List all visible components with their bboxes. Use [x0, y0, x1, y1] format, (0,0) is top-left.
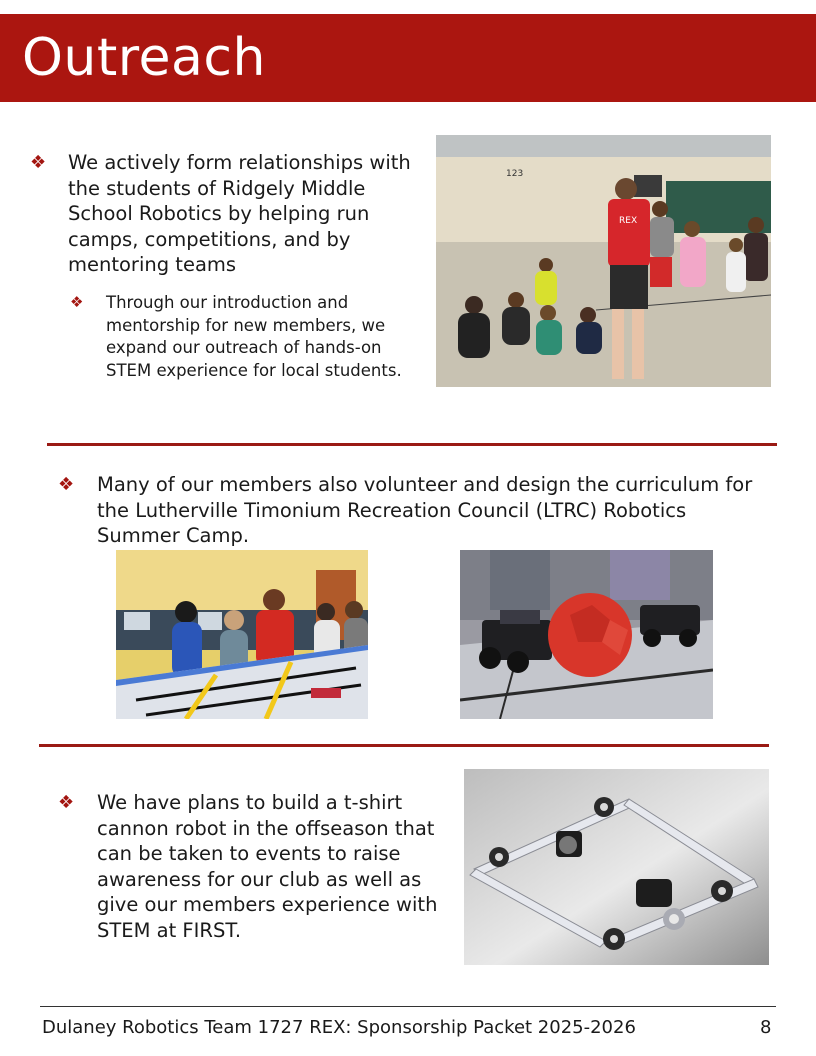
bullet-ridgely	[30, 150, 420, 278]
photo-ridgely-classroom	[436, 135, 771, 387]
bullet-ridgely-text: We actively form relationships with the students of Ridgely Middle School Robotics by helping run camps, competitions, and by mentoring teams	[68, 151, 411, 277]
sub-bullet-mentorship-text: Through our introduction and mentorship for new members, we expand our outreach of hands-on STEM experience for local students.	[106, 293, 402, 380]
shirt-logo-text: REX	[619, 216, 638, 226]
bullet-tshirt-cannon-text: We have plans to build a t-shirt cannon robot in the offseason that can be taken to events to raise awareness for our club as well as give our members experience with STEM at FIRST.	[97, 791, 438, 942]
diamond-bullet-icon: ❖	[70, 293, 84, 311]
diamond-bullet-icon: ❖	[30, 152, 47, 173]
footer-text: Dulaney Robotics Team 1727 REX: Sponsorship Packet 2025-2026	[42, 1017, 636, 1038]
section-divider	[47, 443, 777, 446]
section-divider	[39, 744, 769, 747]
diamond-bullet-icon: ❖	[58, 474, 75, 495]
photo-robot-with-ball	[460, 550, 713, 719]
footer-rule	[40, 1006, 776, 1007]
bullet-tshirt-cannon	[58, 790, 458, 944]
photo-summer-camp-field	[116, 550, 368, 719]
diamond-bullet-icon: ❖	[58, 792, 75, 813]
sub-bullet-mentorship	[70, 292, 410, 382]
page-title: Outreach	[22, 28, 266, 88]
bullet-ltrc-camp-text: Many of our members also volunteer and design the curriculum for the Lutherville Timonium Recreation Council (LTRC) Robotics Summer Camp.	[97, 473, 753, 548]
page-number: 8	[760, 1017, 772, 1038]
room-number-sign: 123	[506, 169, 524, 179]
bullet-ltrc-camp	[58, 472, 758, 549]
render-tshirt-cannon-robot	[464, 769, 769, 965]
